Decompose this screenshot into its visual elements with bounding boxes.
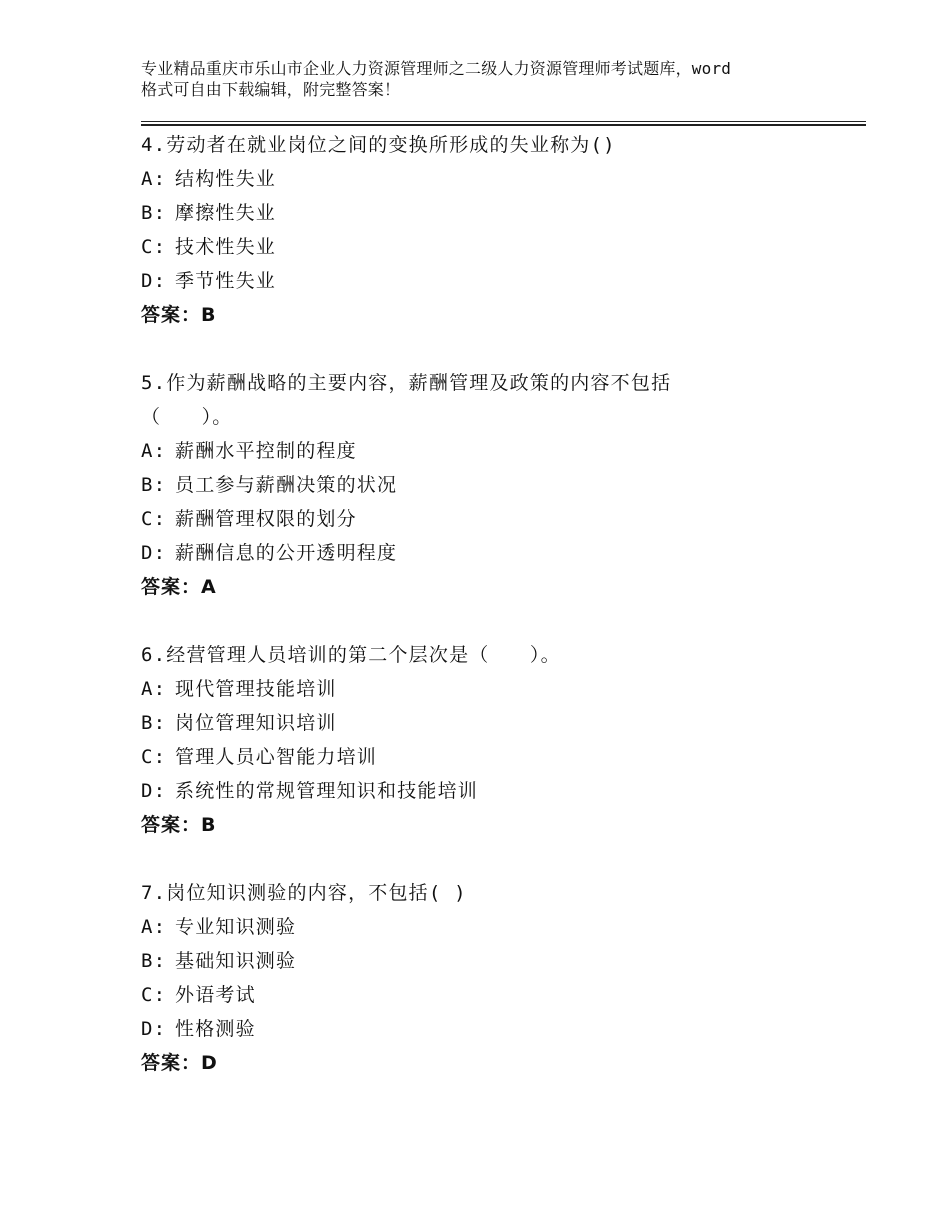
option-text: 外语考试	[175, 984, 256, 1006]
option-label: C:	[141, 508, 167, 530]
option-label: C:	[141, 746, 167, 768]
option-text: 摩擦性失业	[175, 202, 277, 224]
option-b	[141, 196, 866, 230]
option-text: 基础知识测验	[175, 950, 297, 972]
option-label: D:	[141, 1018, 167, 1040]
option-text: 薪酬管理权限的划分	[175, 508, 357, 530]
option-text: 员工参与薪酬决策的状况	[175, 474, 398, 496]
header-line-2: 格式可自由下载编辑，附完整答案！	[141, 80, 401, 99]
option-a	[141, 672, 866, 706]
question-5	[141, 366, 866, 604]
option-a	[141, 434, 866, 468]
answer-line: 答案：B	[141, 304, 217, 326]
option-text: 专业知识测验	[175, 916, 297, 938]
option-label: B:	[141, 950, 167, 972]
option-label: A:	[141, 168, 167, 190]
option-label: A:	[141, 440, 167, 462]
answer-line: 答案：A	[141, 576, 217, 598]
option-text: 系统性的常规管理知识和技能培训	[175, 780, 479, 802]
header-rule-thick	[141, 124, 866, 126]
header-line-1: 专业精品重庆市乐山市企业人力资源管理师之二级人力资源管理师考试题库，word	[141, 59, 732, 78]
option-b	[141, 944, 866, 978]
header-rule-thin	[141, 121, 866, 122]
option-text: 性格测验	[175, 1018, 256, 1040]
option-text: 现代管理技能培训	[175, 678, 337, 700]
option-c	[141, 740, 866, 774]
option-text: 薪酬水平控制的程度	[175, 440, 357, 462]
question-6	[141, 638, 866, 842]
option-c	[141, 978, 866, 1012]
question-stem: 5.作为薪酬战略的主要内容，薪酬管理及政策的内容不包括	[141, 372, 672, 394]
question-stem: 4.劳动者在就业岗位之间的变换所形成的失业称为()	[141, 134, 616, 156]
document-header	[141, 58, 841, 100]
option-label: C:	[141, 236, 167, 258]
option-text: 岗位管理知识培训	[175, 712, 337, 734]
option-text: 结构性失业	[175, 168, 277, 190]
answer-line: 答案：D	[141, 1052, 218, 1074]
option-c	[141, 502, 866, 536]
option-label: A:	[141, 678, 167, 700]
option-d	[141, 536, 866, 570]
option-label: D:	[141, 542, 167, 564]
question-7	[141, 876, 866, 1080]
option-label: B:	[141, 474, 167, 496]
option-label: A:	[141, 916, 167, 938]
option-d	[141, 264, 866, 298]
option-label: D:	[141, 270, 167, 292]
option-label: C:	[141, 984, 167, 1006]
option-text: 季节性失业	[175, 270, 277, 292]
option-label: B:	[141, 712, 167, 734]
question-list	[141, 128, 866, 1114]
option-text: 技术性失业	[175, 236, 277, 258]
option-d	[141, 774, 866, 808]
option-text: 薪酬信息的公开透明程度	[175, 542, 398, 564]
option-c	[141, 230, 866, 264]
option-a	[141, 162, 866, 196]
option-a	[141, 910, 866, 944]
question-stem-continued: （ ）。	[141, 406, 233, 428]
answer-line: 答案：B	[141, 814, 217, 836]
option-b	[141, 706, 866, 740]
question-stem: 6.经营管理人员培训的第二个层次是（ ）。	[141, 644, 561, 666]
option-d	[141, 1012, 866, 1046]
option-text: 管理人员心智能力培训	[175, 746, 378, 768]
option-b	[141, 468, 866, 502]
question-stem: 7.岗位知识测验的内容，不包括( )	[141, 882, 467, 904]
question-4	[141, 128, 866, 332]
option-label: B:	[141, 202, 167, 224]
option-label: D:	[141, 780, 167, 802]
